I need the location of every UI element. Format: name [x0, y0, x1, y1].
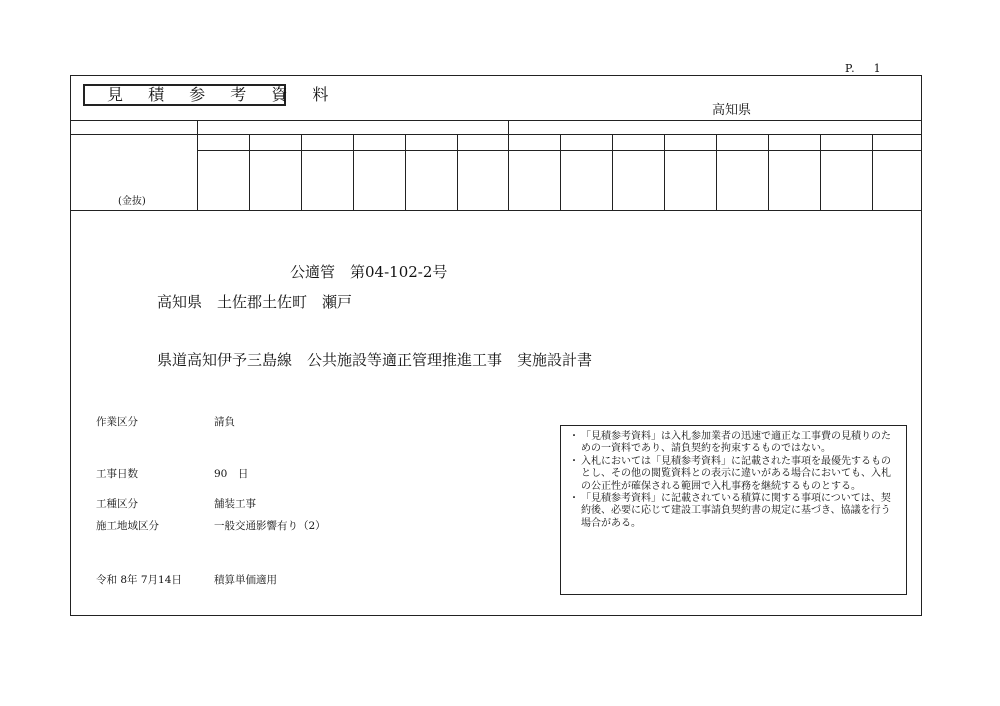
notice-text: 「見積参考資料」は入札参加業者の迅速で適正な工事費の見積りのための一資料であり、請負契約を拘束するものではない。: [581, 431, 891, 455]
table-column-rule: [197, 120, 198, 210]
table-column-rule: [249, 134, 250, 210]
field-value-work-type: 請負: [214, 416, 235, 428]
table-column-rule: [820, 134, 821, 210]
field-value-pricing-basis: 積算単価適用: [214, 574, 277, 586]
notice-item: [569, 456, 900, 493]
notice-item: [569, 493, 900, 530]
bullet-icon: ・: [569, 431, 579, 442]
table-column-rule: [768, 134, 769, 210]
table-column-rule: [405, 134, 406, 210]
notice-text: 入札においては「見積参考資料」に記載された事項を最優先するものとし、その他の閲覧資料との表示に違いがある場合においても、入札の公正性が確保される範囲で入札事務を継続するものとする。: [581, 455, 891, 492]
table-column-rule: [716, 134, 717, 210]
table-column-rule: [457, 134, 458, 210]
bullet-icon: ・: [569, 493, 579, 505]
bullet-icon: ・: [569, 455, 579, 467]
table-rule: [70, 210, 922, 211]
table-column-rule: [872, 134, 873, 210]
construction-location: 高知県 土佐郡土佐町 瀬戸: [157, 293, 353, 311]
table-column-rule: [353, 134, 354, 210]
notice-text: 「見積参考資料」に記載されている積算に関する事項については、契約後、必要に応じて建設工事請負契約書の規定に基づき、協議を行う場合がある。: [581, 493, 891, 529]
table-column-rule: [612, 134, 613, 210]
field-label-area-category: 施工地域区分: [96, 520, 159, 532]
document-title: 見 積 参 考 資 料: [83, 84, 286, 106]
document-number: 公適管 第04-102-2号: [290, 263, 448, 281]
table-column-rule: [508, 120, 509, 210]
notice-item: [569, 431, 900, 456]
field-label-construction-category: 工種区分: [96, 498, 138, 510]
field-label-date: 令和 8年 7月14日: [96, 574, 182, 586]
field-label-work-days: 工事日数: [96, 468, 138, 480]
field-value-work-days: 90 日: [214, 468, 249, 480]
field-value-construction-category: 舗装工事: [214, 498, 256, 510]
amount-excluded-note: (金抜): [118, 196, 146, 207]
table-column-rule: [664, 134, 665, 210]
field-value-area-category: 一般交通影響有り（2）: [214, 520, 326, 532]
table-column-rule: [560, 134, 561, 210]
page-number: P. 1: [845, 62, 882, 75]
notice-box: [560, 425, 907, 595]
project-name: 県道高知伊予三島線 公共施設等適正管理推進工事 実施設計書: [157, 351, 593, 369]
table-column-rule: [301, 134, 302, 210]
prefecture-name: 高知県: [712, 103, 752, 118]
field-label-work-type: 作業区分: [96, 416, 138, 428]
